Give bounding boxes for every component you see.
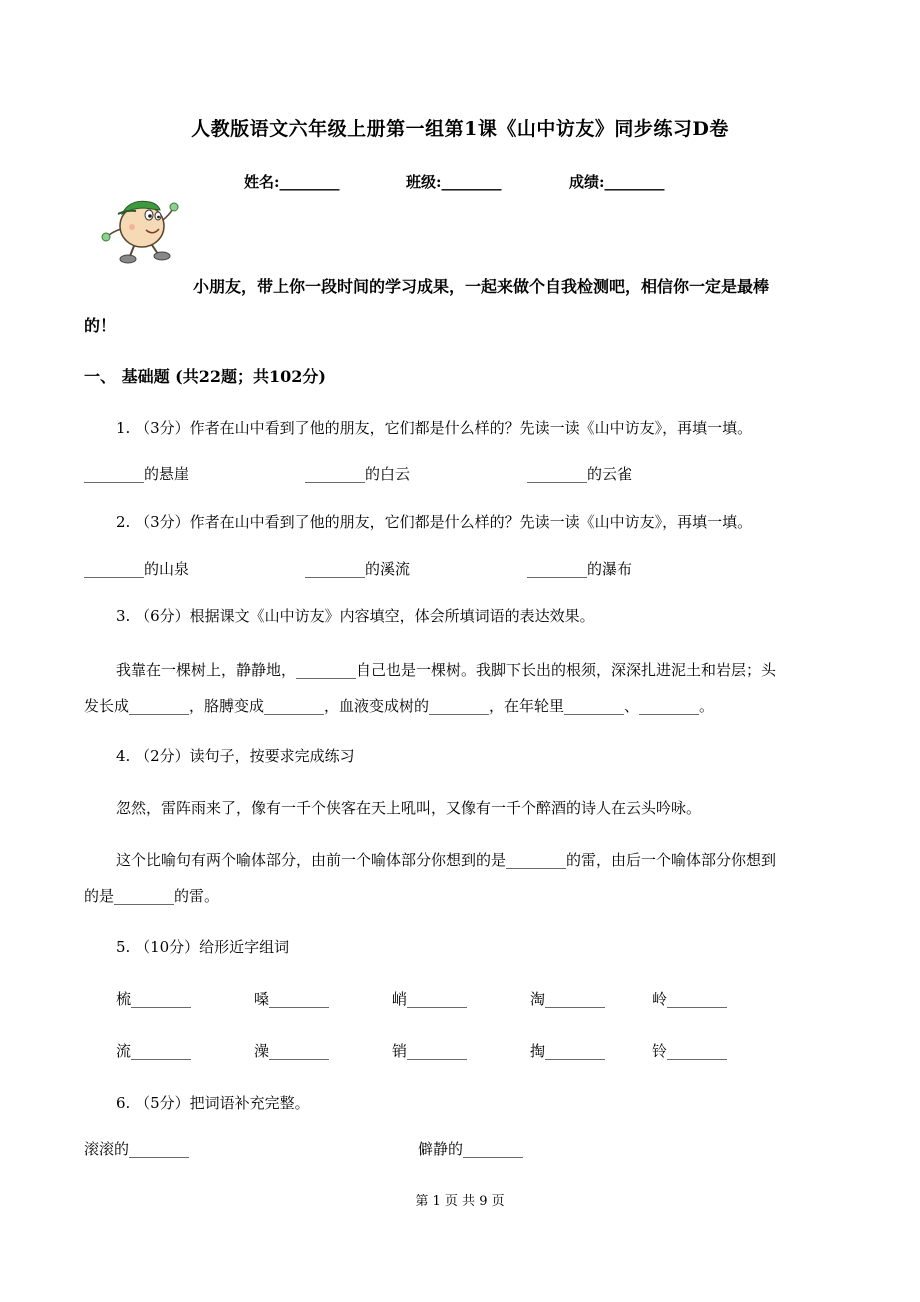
q5-row1-item-2: 嗓________ — [254, 990, 330, 1008]
q5-row1-item-4: 淘________ — [530, 990, 606, 1008]
mascot-illustration — [96, 194, 186, 268]
q2-blank-3: ________的瀑布 — [527, 560, 633, 578]
document-title: 人教版语文六年级上册第一组第1课《山中访友》同步练习D卷 — [191, 118, 729, 140]
q5-row2-item-3: 销________ — [392, 1042, 468, 1060]
section-heading: 一、 基础题 (共22题；共102分) — [84, 367, 326, 386]
q5-row1-item-3: 峭________ — [392, 990, 468, 1008]
q5-row2-item-1: 流________ — [116, 1042, 192, 1060]
q5-row1-item-5: 岭________ — [652, 990, 728, 1008]
q5-row2-item-4: 掏________ — [530, 1042, 606, 1060]
intro-line-2: 的！ — [84, 316, 117, 335]
question-3-prompt: 3. （6分）根据课文《山中访友》内容填空，体会所填词语的表达效果。 — [116, 607, 595, 625]
q1-blank-2: ________的白云 — [305, 465, 411, 483]
q4-line-2: 的是________的雷。 — [84, 887, 220, 905]
page-footer: 第 1 页 共 9 页 — [415, 1194, 505, 1209]
intro-line-1: 小朋友，带上你一段时间的学习成果，一起来做个自我检测吧，相信你一定是最棒 — [193, 277, 770, 296]
score-field: 成绩:________ — [569, 173, 665, 191]
q3-line-1: 我靠在一棵树上，静静地，________自己也是一棵树。我脚下长出的根须，深深扎进泥土和岩层；头 — [116, 661, 777, 679]
question-4-prompt: 4. （2分）读句子，按要求完成练习 — [116, 747, 355, 765]
q2-blank-1: ________的山泉 — [84, 560, 190, 578]
q4-line-1: 这个比喻句有两个喻体部分，由前一个喻体部分你想到的是________的雷，由后一个喻体部分你想到 — [116, 851, 777, 869]
question-2-prompt: 2. （3分）作者在山中看到了他的朋友，它们都是什么样的？先读一读《山中访友》，再填一填。 — [116, 513, 753, 531]
question-6-prompt: 6. （5分）把词语补充完整。 — [116, 1094, 310, 1112]
name-field: 姓名:________ — [244, 173, 340, 191]
q5-row2-item-2: 澡________ — [254, 1042, 330, 1060]
q2-blank-2: ________的溪流 — [305, 560, 411, 578]
q6-blank-1: 滚滚的________ — [84, 1140, 190, 1158]
q3-line-2: 发长成________，胳膊变成________，血液变成树的________，在年轮里________、________。 — [84, 697, 715, 715]
q5-row1-item-1: 梳________ — [116, 990, 192, 1008]
q5-row2-item-5: 铃________ — [652, 1042, 728, 1060]
question-1-prompt: 1. （3分）作者在山中看到了他的朋友，它们都是什么样的？先读一读《山中访友》，再填一填。 — [116, 419, 753, 437]
question-5-prompt: 5. （10分）给形近字组词 — [116, 938, 290, 956]
q4-sentence: 忽然，雷阵雨来了，像有一千个侠客在天上吼叫，又像有一千个醉酒的诗人在云头吟咏。 — [116, 799, 702, 817]
q1-blank-1: ________的悬崖 — [84, 465, 190, 483]
q6-blank-2: 僻静的________ — [418, 1140, 524, 1158]
q1-blank-3: ________的云雀 — [527, 465, 633, 483]
class-field: 班级:________ — [406, 173, 502, 191]
